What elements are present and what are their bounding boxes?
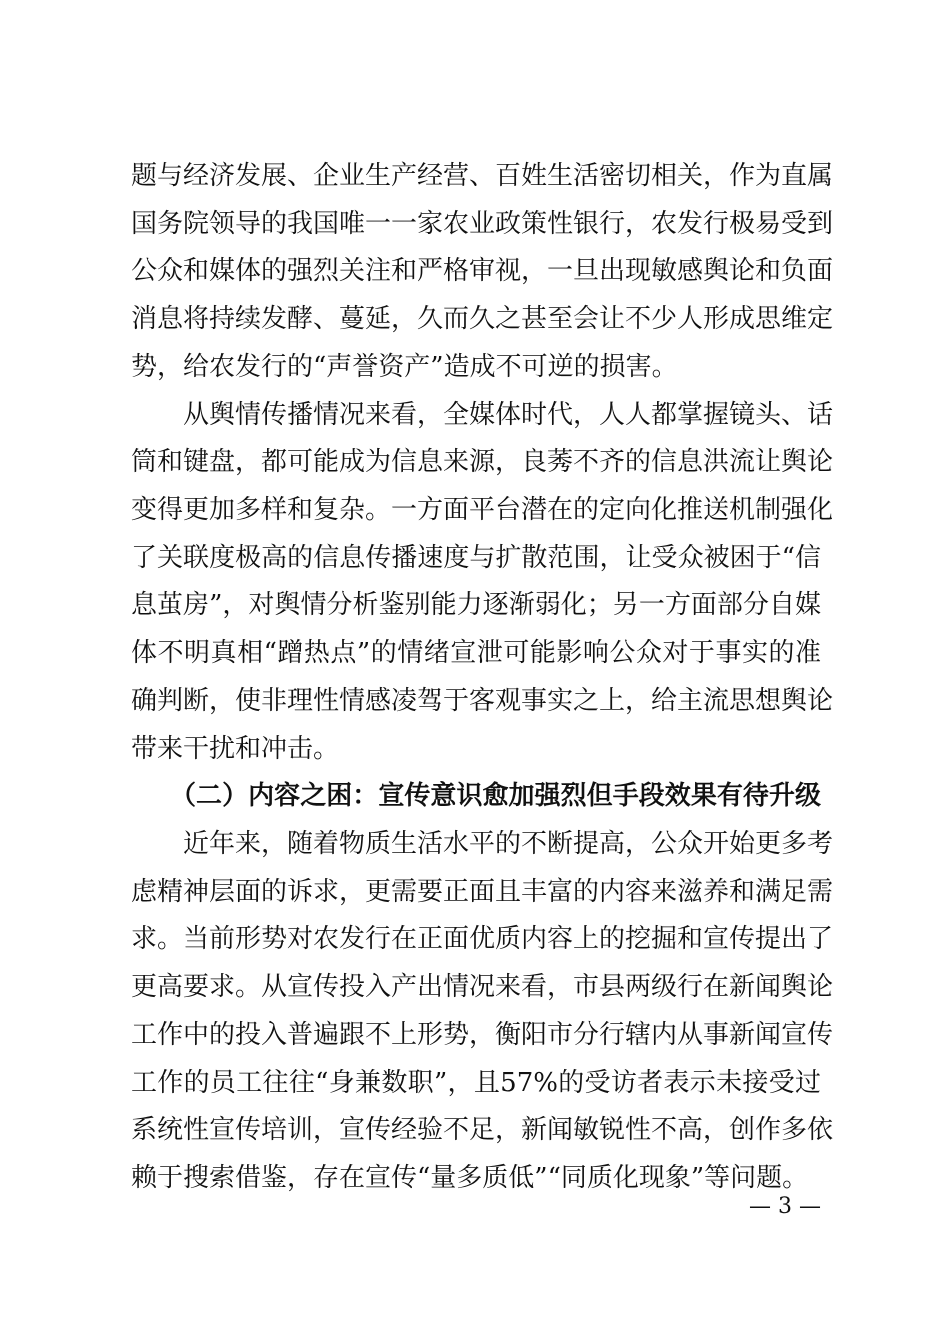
paragraph-2-line-6: 体不明真相“蹭热点”的情绪宣泄可能影响公众对于事实的准	[131, 638, 821, 668]
section-heading: （二）内容之困：宣传意识愈加强烈但手段效果有待升级	[170, 781, 821, 811]
paragraph-2-line-5: 息茧房”，对舆情分析鉴别能力逐渐弱化；另一方面部分自媒	[131, 590, 821, 620]
paragraph-2-line-8: 带来干扰和冲击。	[131, 734, 340, 764]
paragraph-1-line-3: 公众和媒体的强烈关注和严格审视，一旦出现敏感舆论和负面	[131, 256, 834, 286]
paragraph-3-line-3: 求。当前形势对农发行在正面优质内容上的挖掘和宣传提出了	[131, 924, 834, 954]
paragraph-3-line-8: 赖于搜索借鉴，存在宣传“量多质低”“同质化现象”等问题。	[131, 1163, 809, 1193]
paragraph-1-line-5: 势，给农发行的“声誉资产”造成不可逆的损害。	[131, 352, 678, 382]
paragraph-3-line-1: 近年来，随着物质生活水平的不断提高，公众开始更多考	[183, 829, 834, 859]
paragraph-2-line-1: 从舆情传播情况来看，全媒体时代，人人都掌握镜头、话	[183, 400, 834, 430]
paragraph-2-line-7: 确判断，使非理性情感凌驾于客观事实之上，给主流思想舆论	[131, 686, 834, 716]
paragraph-3-line-4: 更高要求。从宣传投入产出情况来看，市县两级行在新闻舆论	[131, 972, 834, 1002]
paragraph-3-line-2: 虑精神层面的诉求，更需要正面且丰富的内容来滋养和满足需	[131, 877, 834, 907]
paragraph-1-line-4: 消息将持续发酵、蔓延，久而久之甚至会让不少人形成思维定	[131, 304, 834, 334]
paragraph-2-line-4: 了关联度极高的信息传播速度与扩散范围，让受众被困于“信	[131, 543, 821, 573]
paragraph-1-line-2: 国务院领导的我国唯一一家农业政策性银行，农发行极易受到	[131, 209, 834, 239]
paragraph-3-line-6: 工作的员工往往“身兼数职”，且57%的受访者表示未接受过	[131, 1068, 821, 1098]
paragraph-3-line-7: 系统性宣传培训，宣传经验不足，新闻敏锐性不高，创作多依	[131, 1115, 834, 1145]
paragraph-1-line-1: 题与经济发展、企业生产经营、百姓生活密切相关，作为直属	[131, 161, 834, 191]
paragraph-3-line-5: 工作中的投入普遍跟不上形势，衡阳市分行辖内从事新闻宣传	[131, 1020, 834, 1050]
page-number: — 3 —	[749, 1194, 821, 1219]
paragraph-2-line-2: 筒和键盘，都可能成为信息来源，良莠不齐的信息洪流让舆论	[131, 447, 834, 477]
paragraph-2-line-3: 变得更加多样和复杂。一方面平台潜在的定向化推送机制强化	[131, 495, 834, 525]
